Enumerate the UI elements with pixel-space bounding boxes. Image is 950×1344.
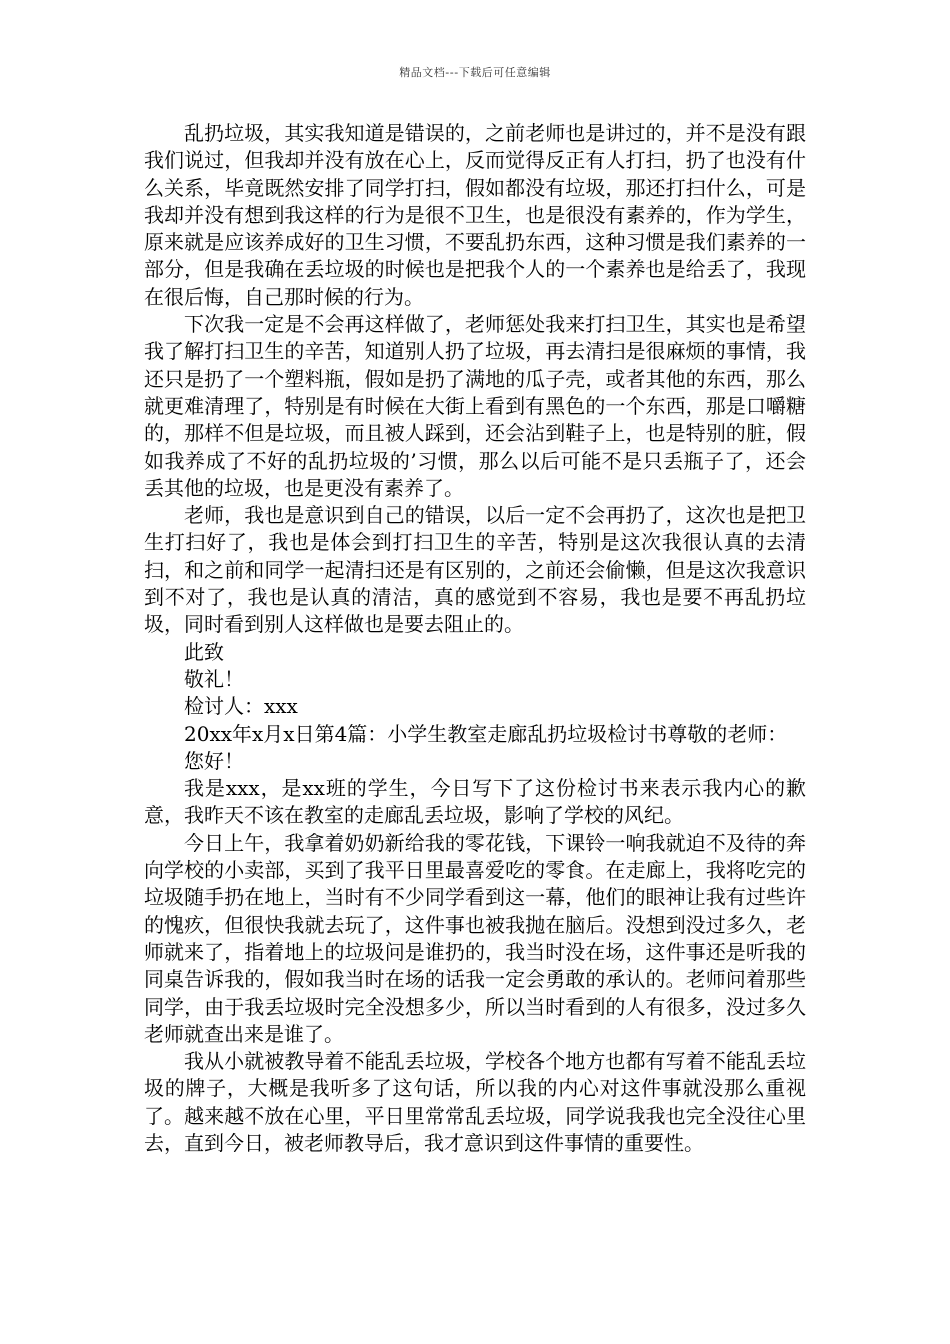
closing-regards: 敬礼！ <box>184 666 244 691</box>
paragraph-4-heading: 20xx年x月x日第4篇：小学生教室走廊乱扔垃圾检讨书尊敬的老师： <box>184 721 788 746</box>
paragraph-2: 下次我一定是不会再这样做了，老师惩处我来打扫卫生，其实也是希望我了解打扫卫生的辛苦，知道别人扔了垃圾，再去清扫是很麻烦的事情，我还只是扔了一个塑料瓶，假如是扔了满地的瓜子壳，或者其他的东西，那么就更难清理了，特别是有时候在大街上看到有黑色的一个东西，那是口嚼糖的，那样不但是垃圾，而且被人踩到，还会沾到鞋子上，也是特别的脏，假如我养成了不好的乱扔垃圾的’习惯，那么以后可能不是只丢瓶子了，还会丢其他的垃圾，也是更没有素养了。 <box>144 312 806 500</box>
page-header: 精品文档---下载后可任意编辑 <box>399 66 551 79</box>
paragraph-3: 老师，我也是意识到自己的错误，以后一定不会再扔了，这次也是把卫生打扫好了，我也是体会到打扫卫生的辛苦，特别是这次我很认真的去清扫，和之前和同学一起清扫还是有区别的，之前还会偷懒，但是这次我意识到不对了，我也是认真的清洁，真的感觉到不容易，我也是要不再乱扔垃圾，同时看到别人这样做也是要去阻止的。 <box>144 503 806 637</box>
greeting-line: 您好！ <box>184 748 244 773</box>
closing-salutation: 此致 <box>184 639 224 664</box>
document-body <box>144 120 806 1157</box>
paragraph-7: 我从小就被教导着不能乱丢垃圾，学校各个地方也都有写着不能乱丢垃圾的牌子，大概是我听多了这句话，所以我的内心对这件事就没那么重视了。越来越不放在心里，平日里常常乱丢垃圾，同学说我我也完全没往心里去，直到今日，被老师教导后，我才意识到这件事情的重要性。 <box>144 1049 806 1155</box>
paragraph-6: 今日上午，我拿着奶奶新给我的零花钱，下课铃一响我就迫不及待的奔向学校的小卖部，买到了我平日里最喜爱吃的零食。在走廊上，我将吃完的垃圾随手扔在地上，当时有不少同学看到这一幕，他们的眼神让我有过些许的愧疚，但很快我就去玩了，这件事也被我抛在脑后。没想到没过多久，老师就来了，指着地上的垃圾问是谁扔的，我当时没在场，这件事还是听我的同桌告诉我的，假如我当时在场的话我一定会勇敢的承认的。老师问着那些同学，由于我丢垃圾时完全没想多少，所以当时看到的人有很多，没过多久老师就查出来是谁了。 <box>144 830 806 1046</box>
paragraph-1: 乱扔垃圾，其实我知道是错误的，之前老师也是讲过的，并不是没有跟我们说过，但我却并没有放在心上，反而觉得反正有人打扫，扔了也没有什么关系，毕竟既然安排了同学打扫，假如都没有垃圾，那还打扫什么，可是我却并没有想到我这样的行为是很不卫生，也是很没有素养的，作为学生，原来就是应该养成好的卫生习惯，不要乱扔东西，这种习惯是我们素养的一部分，但是我确在丢垃圾的时候也是把我个人的一个素养也是给丢了，我现在很后悔，自己那时候的行为。 <box>144 121 806 309</box>
signer-line: 检讨人：xxx <box>184 694 298 719</box>
paragraph-5: 我是xxx，是xx班的学生，今日写下了这份检讨书来表示我内心的歉意，我昨天不该在教室的走廊乱丢垃圾，影响了学校的风纪。 <box>144 776 806 828</box>
